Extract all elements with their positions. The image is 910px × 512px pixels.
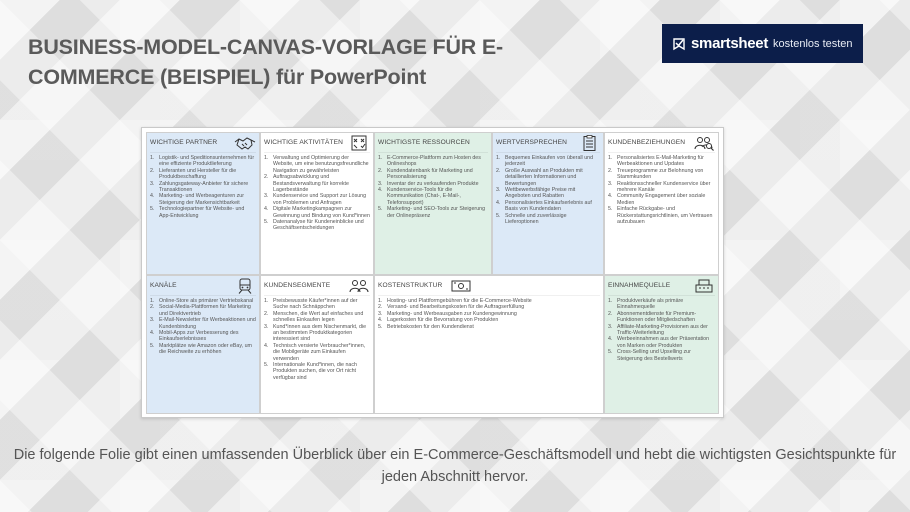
section-list (150, 298, 256, 356)
business-model-canvas (141, 127, 724, 418)
section-title: EINNAHMEQUELLE (608, 282, 671, 289)
list-item: 2. Versand- und Bearbeitungskosten für die Auftragserfüllung (378, 304, 525, 311)
list-item: 4. Personalisiertes Einkaufserlebnis auf Basis von Kundendaten (496, 199, 592, 213)
list-item: 1. Online-Store als primärer Vertriebskanal (150, 298, 254, 304)
canvas-cost-structure (374, 275, 604, 414)
list-item: 3. Marketing- und Werbeausgaben zur Kundengewinnung (378, 310, 517, 317)
list-item: 2. Treueprogramme zur Belohnung von Stammkunden (608, 167, 704, 181)
list-item: 4. Digitale Marketingkampagnen zur Gewinnung und Bindung von Kund*innen (264, 206, 370, 219)
section-list (150, 155, 256, 219)
canvas-key-resources (374, 132, 492, 275)
handshake-icon (234, 135, 256, 151)
brand-cta-label: kostenlos testen (773, 37, 853, 50)
canvas-customer-relationships (604, 132, 719, 275)
list-item: 3. Inventar der zu verkaufenden Produkte (378, 180, 479, 187)
section-list (608, 298, 715, 362)
list-item: 2. Auftragsabwicklung und Bestandsverwaltung für korrekte Lagerbestände (264, 174, 349, 194)
canvas-key-activities (260, 132, 374, 275)
list-item: 1. Produktverkäufe als primäre Einnahmequelle (608, 298, 684, 311)
list-item: 5. Marketing- und SEO-Tools zur Steigerung der Onlinepräsenz (378, 206, 486, 219)
section-list (608, 155, 715, 225)
list-item: 5. Internationale Kund*innen, die nach Produkten suchen, die vor Ort nicht verfügbar sind (264, 362, 357, 381)
section-title: WICHTIGSTE RESSOURCEN (378, 139, 470, 146)
slide-caption: Die folgende Folie gibt einen umfassenden Überblick über ein E-Commerce-Geschäftsmodell und hebt die wichtigsten Gesichtspunkte für jeden Abschnitt hervor. (13, 447, 897, 485)
list-item: 3. Kundenservice und Support zur Lösung von Problemen und Anfragen (264, 193, 367, 206)
list-item: 2. Social-Media-Plattformen für Marketing und Direktvertrieb (150, 304, 251, 317)
list-item: 3. Reaktionsschneller Kundenservice über mehrere Kanäle (608, 180, 711, 194)
section-list (264, 298, 370, 381)
list-item: 2. Große Auswahl an Produkten mit detaillierten Informationen und Bewertungen (496, 167, 583, 187)
list-item: 3. Affiliate-Marketing-Provisionen aus der Traffic-Weiterleitung (608, 323, 708, 337)
list-item: 1. Bequemes Einkaufen von überall und jederzeit (496, 155, 594, 168)
people-search-icon (693, 135, 715, 151)
canvas-customer-segments (260, 275, 374, 414)
smartsheet-logo-icon (673, 37, 685, 51)
list-item: 1. Hosting- und Plattformgebühren für die E-Commerce-Website (378, 298, 532, 304)
section-title: KUNDENBEZIEHUNGEN (608, 139, 686, 146)
section-list (264, 155, 370, 232)
list-item: 2. Abonnementdienste für Premium-Funktionen oder Mitgliedschaften (608, 310, 697, 324)
list-item: 3. Kund*innen aus dem Nischenmarkt, die an bestimmten Produktkategorien interessiert sind (264, 323, 367, 343)
brand-name: smartsheet (691, 35, 769, 52)
list-item: 4. Mobil-Apps zur Verbesserung des Einkaufserlebnisses (150, 330, 239, 343)
list-item: 4. Marketing- und Werbeagenturen zur Steigerung der Markensichtbarkeit (150, 193, 244, 206)
list-item: 5. Datenanalyse für Kundeneinblicke und Geschäftsentscheidungen (264, 219, 364, 232)
section-title: KUNDENSEGMENTE (264, 282, 331, 289)
banknote-icon (450, 278, 472, 294)
task-board-icon (348, 135, 370, 151)
list-item: 1. Verwaltung und Optimierung der Website, um eine benutzungsfreundliche Navigation zu gewährleisten (264, 155, 369, 174)
list-item: 5. Technologiepartner für Website- und App-Entwicklung (150, 206, 245, 219)
section-title: KANÄLE (150, 282, 177, 289)
list-item: 4. Werbeeinnahmen aus der Präsentation von Marken oder Produkten (608, 336, 710, 349)
canvas-channels (146, 275, 260, 414)
section-title: WICHTIGE AKTIVITÄTEN (264, 139, 343, 146)
smartsheet-cta-button[interactable] (662, 24, 863, 63)
list-item: 5. Cross-Selling und Upselling zur Steigerung des Bestellwerts (608, 349, 691, 362)
slide-title: BUSINESS-MODEL-CANVAS-VORLAGE FÜR E-COMMERCE (BEISPIEL) für PowerPoint (28, 35, 503, 89)
section-title: WICHTIGE PARTNER (150, 139, 218, 146)
list-item: 4. Community Engagement über soziale Medien (608, 193, 706, 206)
list-item: 5. Marktplätze wie Amazon oder eBay, um die Reichweite zu erhöhen (150, 342, 252, 356)
list-item: 1. Preisbewusste Käufer*innen auf der Suche nach Schnäppchen (264, 298, 358, 311)
train-icon (234, 278, 256, 294)
canvas-value-propositions (492, 132, 604, 275)
list-item: 4. Kundenservice-Tools für die Kommunikation (Chat-, E-Mail-, Telefonsupport) (378, 187, 461, 206)
list-item: 5. Betriebskosten für den Kundendienst (378, 323, 474, 330)
canvas-revenue-streams (604, 275, 719, 414)
section-list (378, 155, 488, 219)
list-item: 3. E-Mail-Newsletter für Werbeaktionen und Kundenbindung (150, 317, 256, 330)
clipboard-checklist-icon (578, 135, 600, 151)
list-item: 1. Personalisiertes E-Mail-Marketing für Werbeaktionen und Updates (608, 155, 704, 168)
list-item: 2. Kundendatenbank für Marketing und Personalisierung (378, 167, 473, 181)
section-title: KOSTENSTRUKTUR (378, 282, 443, 289)
section-list (378, 298, 600, 330)
list-item: 2. Lieferanten und Hersteller für die Produktbeschaffung (150, 167, 237, 181)
cash-register-icon (693, 278, 715, 294)
list-item: 1. Logistik- und Speditionsunternehmen für eine effiziente Produktlieferung (150, 155, 255, 168)
list-item: 1. E-Commerce-Plattform zum Hosten des Onlineshops (378, 155, 481, 168)
list-item: 3. Wettbewerbsfähige Preise mit Angeboten und Rabatten (496, 187, 576, 200)
list-item: 4. Lagerkosten für die Bevorratung von Produkten (378, 317, 499, 324)
list-item: 3. Zahlungsgateway-Anbieter für sichere Transaktionen (150, 180, 249, 194)
list-item: 5. Schnelle und zuverlässige Lieferoptionen (496, 212, 567, 226)
section-title: WERTVERSPRECHEN (496, 139, 567, 146)
people-group-icon (348, 278, 370, 294)
canvas-key-partners (146, 132, 260, 275)
list-item: 4. Technisch versierte Verbraucher*innen, die Mobilgeräte zum Einkaufen verwenden (264, 342, 366, 362)
list-item: 2. Menschen, die Wert auf einfaches und schnelles Einkaufen legen (264, 310, 364, 324)
list-item: 5. Einfache Rückgabe- und Rückerstattungsrichtlinien, um Vertrauen aufzubauen (608, 206, 713, 226)
section-list (496, 155, 600, 225)
